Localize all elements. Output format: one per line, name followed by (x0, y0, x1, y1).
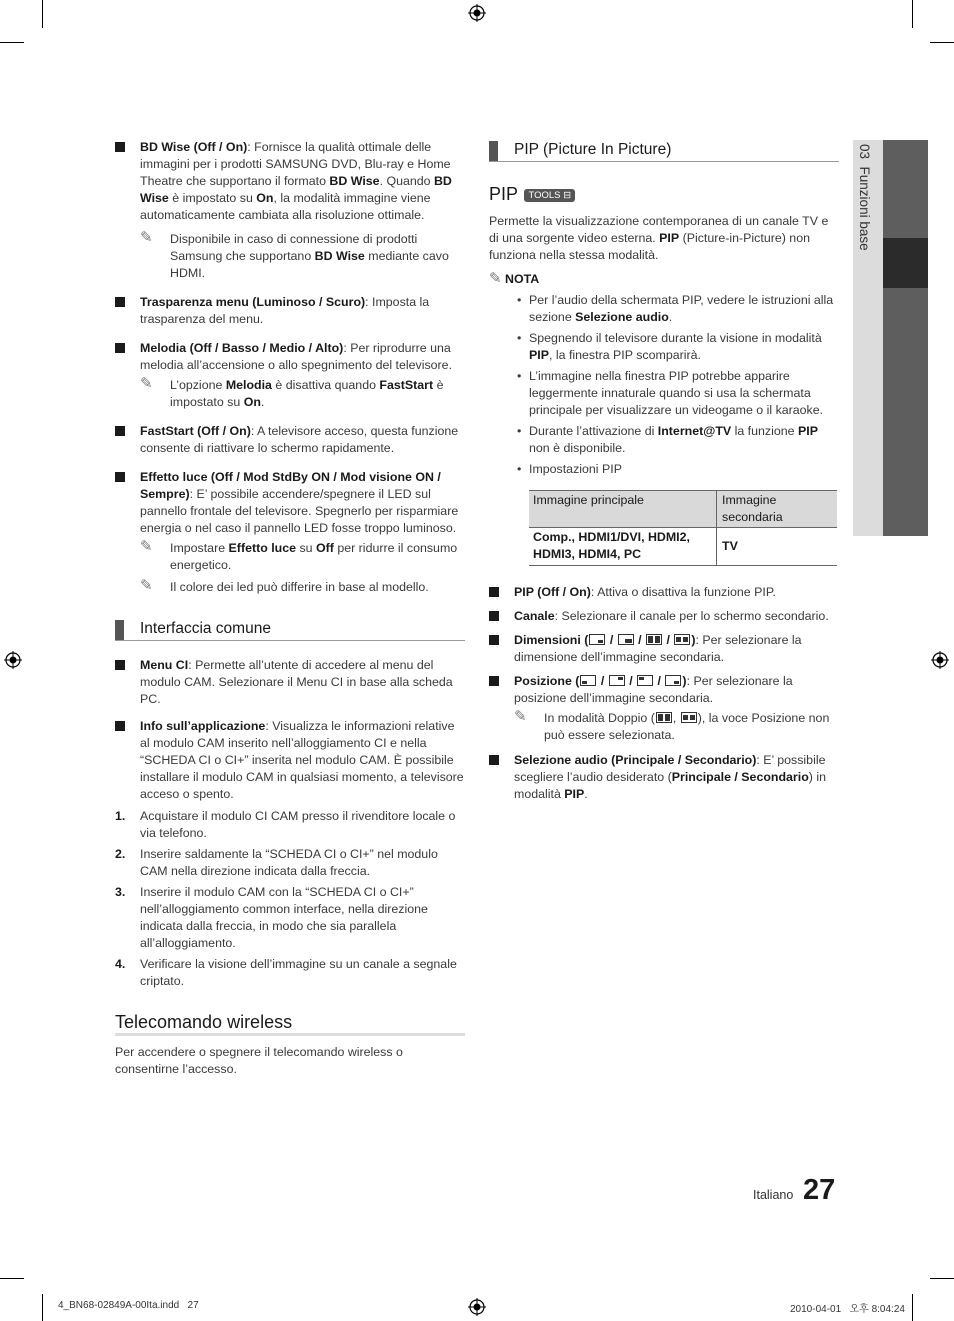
size-small-icon (589, 634, 605, 645)
side-tab-title: Funzioni base (857, 166, 872, 251)
note-bullet: • Per l’audio della schermata PIP, vedere le istruzioni alla sezione Selezione audio. (517, 293, 834, 324)
pip-settings-table (529, 490, 837, 566)
registration-mark-icon (4, 651, 22, 669)
table-cell: TV (717, 528, 838, 566)
tools-badge: TOOLS ⊟ (524, 189, 575, 202)
trim-mark (930, 1278, 954, 1279)
step-item: 4. Verificare la visione dell’immagine su un canale a segnale criptato. (115, 957, 457, 988)
list-item: BD Wise (Off / On): Fornisce la qualità ottimale delle immagini per i prodotti SAMSUNG DVD, Blu-ray e Home Theatre che supportano il formato BD Wise. Quando BD Wise è impostato su On, la modalità immagine viene automaticamente cambiata alla risoluzione ottimale. (115, 139, 465, 224)
note-bullet: • L’immagine nella finestra PIP potrebbe apparire leggermente innaturale quando si usa la schermata principale per visualizzare un videogame o il karaoke. (517, 369, 824, 417)
note-item: ✎ In modalità Doppio ( , ), la voce Posizione non può essere selezionata. (514, 708, 830, 742)
pip-intro: Permette la visualizzazione contemporanea di un canale TV e di una sorgente video esterna. PIP (Picture-in-Picture) non funziona nella stessa modalità. (489, 214, 829, 262)
slug-date: 2010-04-01 오후 8:04:24 (790, 1304, 905, 1315)
nota-heading: ✎ NOTA (489, 270, 540, 287)
side-tab-marker (883, 238, 928, 288)
size-double-wide-icon (674, 634, 690, 645)
trim-mark (930, 42, 954, 43)
note-bullet: • Durante l’attivazione di Internet@TV la funzione PIP non è disponibile. (517, 424, 818, 455)
list-item: Dimensioni ( / / / ): Per selezionare la dimensione dell’immagine secondaria. (489, 632, 839, 666)
note-item: ✎ L’opzione Melodia è disattiva quando FastStart è impostato su On. (140, 375, 444, 409)
side-tab-number: 03 (857, 144, 872, 160)
pencil-note-icon: ✎ (514, 708, 527, 725)
list-item: Canale: Selezionare il canale per lo schermo secondario. (489, 608, 839, 625)
right-column (489, 139, 839, 810)
position-top-left-icon (637, 675, 653, 686)
section-title: Interfaccia comune (140, 620, 271, 637)
step-item: 3. Inserire il modulo CAM con la “SCHEDA CI o CI+” nell’alloggiamento common interface, nella direzione indicata dalla freccia, in modo che sia parallela all’alloggiamento. (115, 885, 428, 950)
pip-heading-row (489, 186, 839, 205)
pencil-note-icon: ✎ (489, 270, 502, 287)
section-title: PIP (Picture In Picture) (514, 141, 672, 158)
list-item: Menu CI: Permette all’utente di accedere al menu del modulo CAM. Selezionare il Menu CI in base alla scheda PC. (115, 657, 465, 708)
list-item: Melodia (Off / Basso / Medio / Alto): Per riprodurre una melodia all’accensione o allo spegnimento del televisore. (115, 340, 465, 374)
footer-language: Italiano (753, 1188, 794, 1202)
side-tab-dark (883, 140, 928, 536)
list-item: Effetto luce (Off / Mod StdBy ON / Mod visione ON / Sempre): E’ possibile accendere/spegnere il LED sul pannello frontale del televisore. Spegnerlo per risparmiare energia o nel caso il pannello LED fosse troppo luminoso. (115, 469, 465, 537)
trim-mark (0, 1278, 24, 1279)
step-item: 1. Acquistare il modulo CI CAM presso il rivenditore locale o via telefono. (115, 809, 456, 840)
registration-mark-icon (468, 4, 486, 22)
left-column (115, 139, 465, 1078)
side-tab-label (857, 144, 872, 251)
trim-mark (912, 1294, 913, 1321)
step-item: 2. Inserire saldamente la “SCHEDA CI o CI+” nel modulo CAM nella direzione indicata dalla freccia. (115, 847, 438, 878)
list-item: FastStart (Off / On): A televisore acceso, questa funzione consente di riattivare lo schermo rapidamente. (115, 423, 465, 457)
registration-mark-icon (468, 1298, 486, 1316)
note-bullet: • Impostazioni PIP (517, 462, 622, 476)
list-item: Selezione audio (Principale / Secondario): E’ possibile scegliere l’audio desiderato (Principale / Secondario) in modalità PIP. (489, 752, 839, 803)
section-header-ci (115, 618, 465, 641)
trim-mark (42, 0, 43, 28)
table-header: Immagine secondaria (717, 491, 838, 528)
remote-section-title: Telecomando wireless (115, 1014, 465, 1036)
note-bullet: • Spegnendo il televisore durante la visione in modalità PIP, la finestra PIP scomparirà. (517, 331, 822, 362)
list-item: Trasparenza menu (Luminoso / Scuro): Imposta la trasparenza del menu. (115, 294, 465, 328)
size-medium-icon (618, 634, 634, 645)
list-item: Info sull’applicazione: Visualizza le informazioni relative al modulo CAM inserito nell’alloggiamento CI e nella “SCHEDA CI o CI+” inserita nel modulo CAM. È possibile installare il modulo CAM in qualsiasi momento, a televisore acceso o spento. (115, 718, 465, 803)
tools-icon: ⊟ (563, 190, 572, 201)
list-item: Posizione ( / / / ): Per selezionare la posizione dell’immagine secondaria. (489, 673, 839, 707)
size-double-wide-icon (681, 712, 697, 723)
note-item: ✎ Impostare Effetto luce su Off per ridurre il consumo energetico. (140, 538, 458, 572)
trim-mark (42, 1294, 43, 1321)
remote-section-text: Per accendere o spegnere il telecomando wireless o consentirne l’accesso. (115, 1045, 403, 1076)
position-top-right-icon (609, 675, 625, 686)
size-double-icon (656, 712, 672, 723)
pencil-note-icon: ✎ (140, 577, 153, 594)
trim-mark (0, 42, 24, 43)
table-header: Immagine principale (529, 491, 717, 528)
registration-mark-icon (931, 651, 949, 669)
table-cell: Comp., HDMI1/DVI, HDMI2, HDMI3, HDMI4, PC (529, 528, 717, 566)
pencil-note-icon: ✎ (140, 229, 153, 246)
trim-mark (912, 0, 913, 28)
note-item: ✎ Il colore dei led può differire in base al modello. (140, 577, 429, 594)
section-header-pip (489, 139, 839, 162)
size-double-icon (646, 634, 662, 645)
position-bottom-left-icon (580, 675, 596, 686)
pip-heading: PIP (489, 184, 519, 204)
slug-file: 4_BN68-02849A-00Ita.indd 27 (58, 1300, 199, 1311)
pencil-note-icon: ✎ (140, 538, 153, 555)
pencil-note-icon: ✎ (140, 375, 153, 392)
page-number: 27 (803, 1174, 836, 1206)
note-item: ✎ Disponibile in caso di connessione di prodotti Samsung che supportano BD Wise mediante cavo HDMI. (140, 229, 449, 280)
list-item: PIP (Off / On): Attiva o disattiva la funzione PIP. (489, 584, 839, 601)
position-bottom-right-icon (665, 675, 681, 686)
